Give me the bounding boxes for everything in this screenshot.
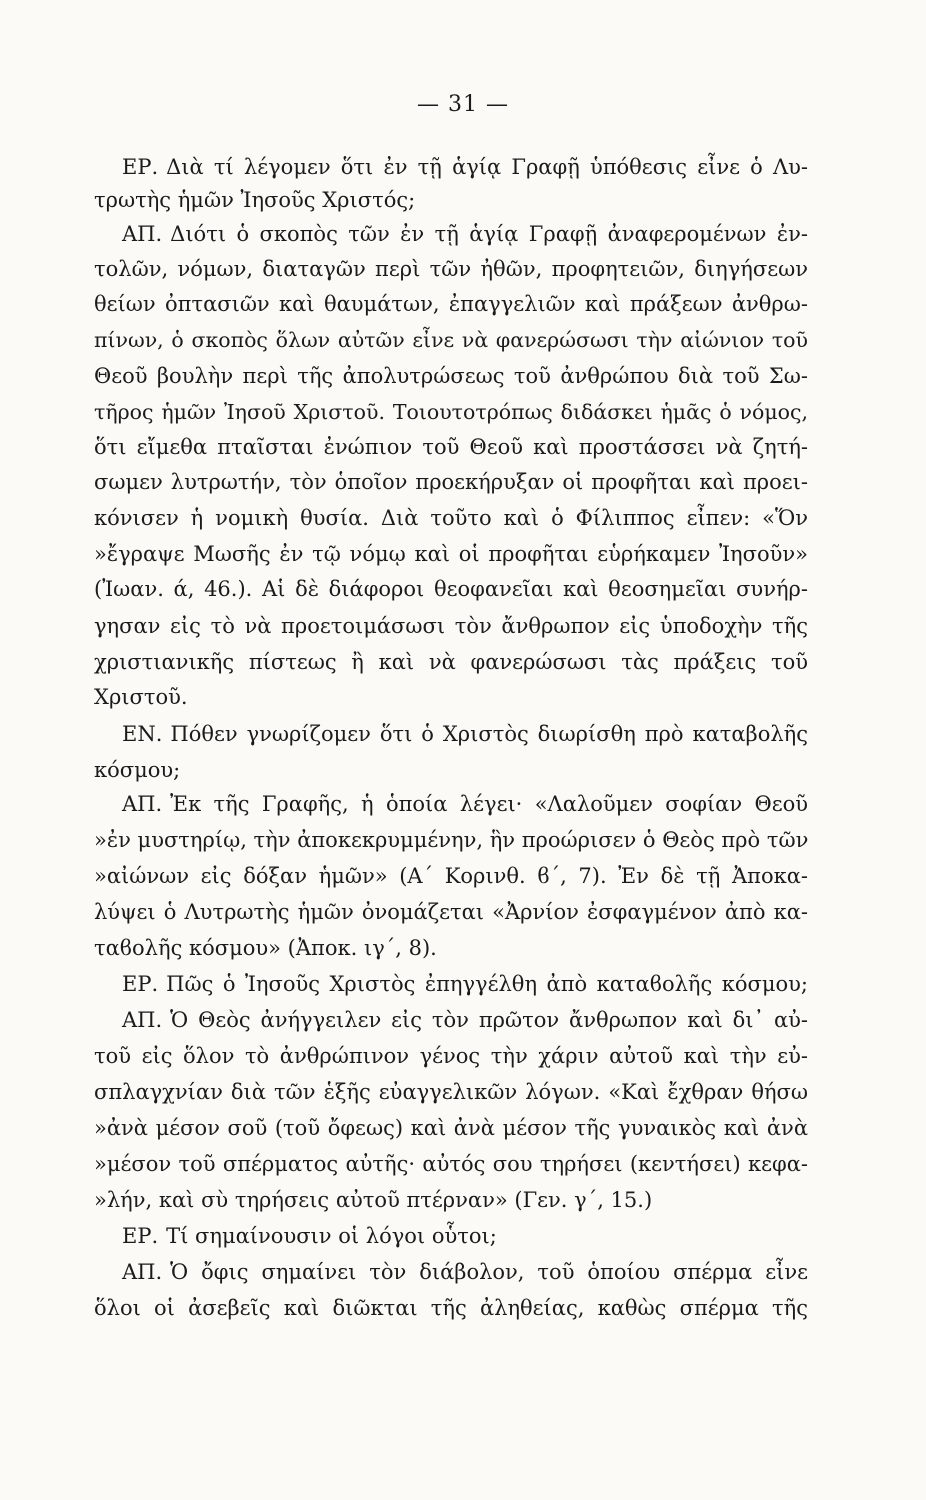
text-line: ὅτι εἴμεθα πταῖσται ἐνώπιον τοῦ Θεοῦ καὶ προστάσσει νὰ ζητή- bbox=[94, 435, 808, 459]
text-line: (Ἰωαν. ά, 46.). Αἱ δὲ διάφοροι θεοφανεῖαι καὶ θεοσημεῖαι συνήρ- bbox=[94, 577, 808, 601]
text-line: »λήν, καὶ σὺ τηρήσεις αὐτοῦ πτέρναν» (Γεν. γ΄, 15.) bbox=[94, 1188, 653, 1212]
speaker-label: ΕΝ. bbox=[122, 722, 163, 746]
speaker-label: ΑΠ. bbox=[122, 792, 163, 816]
speaker-label: ΕΡ. bbox=[122, 1224, 159, 1248]
text-line: ΑΠ. Ἐκ τῆς Γραφῆς, ἡ ὁποία λέγει· «Λαλοῦμεν σοφίαν Θεοῦ bbox=[122, 792, 808, 816]
text-line: ταϐολῆς κόσμου» (Ἀποκ. ιγ΄, 8). bbox=[94, 936, 437, 960]
text-line: Θεοῦ βουλὴν περὶ τῆς ἀπολυτρώσεως τοῦ ἀνθρώπου διὰ τοῦ Σω- bbox=[94, 364, 808, 388]
text-line: ΑΠ. Διότι ὁ σκοπὸς τῶν ἐν τῇ ἁγίᾳ Γραφῇ ἀναφερομένων ἐν- bbox=[122, 222, 808, 246]
text-line: ΑΠ. Ὁ Θεὸς ἀνήγγειλεν εἰς τὸν πρῶτον ἄνθρωπον καὶ δι᾿ αὐ- bbox=[122, 1008, 808, 1032]
text-line: ΕΡ. Διὰ τί λέγομεν ὅτι ἐν τῇ ἁγίᾳ Γραφῇ ὑπόθεσις εἶνε ὁ Λυ- bbox=[122, 155, 808, 179]
text-line: κόνισεν ἡ νομικὴ θυσία. Διὰ τοῦτο καὶ ὁ Φίλιππος εἶπεν: «Ὅν bbox=[94, 506, 808, 530]
text-line: ΕΡ. Τί σημαίνουσιν οἱ λόγοι οὗτοι; bbox=[122, 1224, 497, 1248]
speaker-label: ΕΡ. bbox=[122, 155, 159, 179]
speaker-label: ΑΠ. bbox=[122, 222, 163, 246]
text-line: »αἰώνων εἰς δόξαν ἡμῶν» (Α΄ Κορινθ. ϐ΄, 7). Ἐν δὲ τῇ Ἀποκα- bbox=[94, 864, 808, 888]
text-line: »ἀνὰ μέσον σοῦ (τοῦ ὄφεως) καὶ ἀνὰ μέσον τῆς γυναικὸς καὶ ἀνὰ bbox=[94, 1116, 808, 1140]
text-line: χριστιανικῆς πίστεως ἢ καὶ νὰ φανερώσωσι τὰς πράξεις τοῦ bbox=[94, 650, 808, 674]
text-line: λύψει ὁ Λυτρωτὴς ἡμῶν ὀνομάζεται «Ἀρνίον ἐσφαγμένον ἀπὸ κα- bbox=[94, 900, 808, 924]
text-line: Χριστοῦ. bbox=[94, 685, 188, 709]
text-line: θείων ὀπτασιῶν καὶ θαυμάτων, ἐπαγγελιῶν καὶ πράξεων ἀνθρω- bbox=[94, 292, 808, 316]
text-line: τοῦ εἰς ὅλον τὸ ἀνθρώπινον γένος τὴν χάριν αὐτοῦ καὶ τὴν εὐ- bbox=[94, 1044, 808, 1068]
text-line: τρωτὴς ἡμῶν Ἰησοῦς Χριστός; bbox=[94, 188, 416, 212]
text-line: γησαν εἰς τὸ νὰ προετοιμάσωσι τὸν ἄνθρωπον εἰς ὑποδοχὴν τῆς bbox=[94, 614, 808, 638]
page-number: — 31 — bbox=[417, 92, 509, 117]
text-line: ΕΝ. Πόθεν γνωρίζομεν ὅτι ὁ Χριστὸς διωρίσθη πρὸ καταβολῆς bbox=[122, 722, 808, 746]
speaker-label: ΕΡ. bbox=[122, 972, 159, 996]
text-line: πίνων, ὁ σκοπὸς ὅλων αὐτῶν εἶνε νὰ φανερώσωσι τὴν αἰώνιον τοῦ bbox=[94, 328, 808, 352]
speaker-label: ΑΠ. bbox=[122, 1260, 163, 1284]
text-line: »μέσον τοῦ σπέρματος αὐτῆς· αὐτός σου τηρήσει (κεντήσει) κεφα- bbox=[94, 1152, 808, 1176]
text-line: κόσμου; bbox=[94, 758, 181, 782]
text-line: ὅλοι οἱ ἀσεβεῖς καὶ διῶκται τῆς ἀληθείας, καθὼς σπέρμα τῆς bbox=[94, 1296, 808, 1320]
text-line: ΑΠ. Ὁ ὄφις σημαίνει τὸν διάβολον, τοῦ ὁποίου σπέρμα εἶνε bbox=[122, 1260, 808, 1284]
text-line: τῆρος ἡμῶν Ἰησοῦ Χριστοῦ. Τοιουτοτρόπως διδάσκει ἡμᾶς ὁ νόμος, bbox=[94, 400, 808, 424]
text-line: »ἐν μυστηρίῳ, τὴν ἀποκεκρυμμένην, ἣν προώρισεν ὁ Θεὸς πρὸ τῶν bbox=[94, 828, 809, 852]
speaker-label: ΑΠ. bbox=[122, 1008, 163, 1032]
text-line: τολῶν, νόμων, διαταγῶν περὶ τῶν ἠθῶν, προφητειῶν, διηγήσεων bbox=[94, 257, 808, 281]
text-line: ΕΡ. Πῶς ὁ Ἰησοῦς Χριστὸς ἐπηγγέλθη ἀπὸ καταϐολῆς κόσμου; bbox=[122, 972, 808, 996]
text-line: σωμεν λυτρωτήν, τὸν ὁποῖον προεκήρυξαν οἱ προφῆται καὶ προει- bbox=[94, 470, 808, 494]
text-line: σπλαγχνίαν διὰ τῶν ἑξῆς εὐαγγελικῶν λόγων. «Καὶ ἔχθραν θήσω bbox=[94, 1080, 808, 1104]
text-line: »ἔγραψε Μωσῆς ἐν τῷ νόμῳ καὶ οἱ προφῆται εὑρήκαμεν Ἰησοῦν» bbox=[94, 542, 808, 566]
